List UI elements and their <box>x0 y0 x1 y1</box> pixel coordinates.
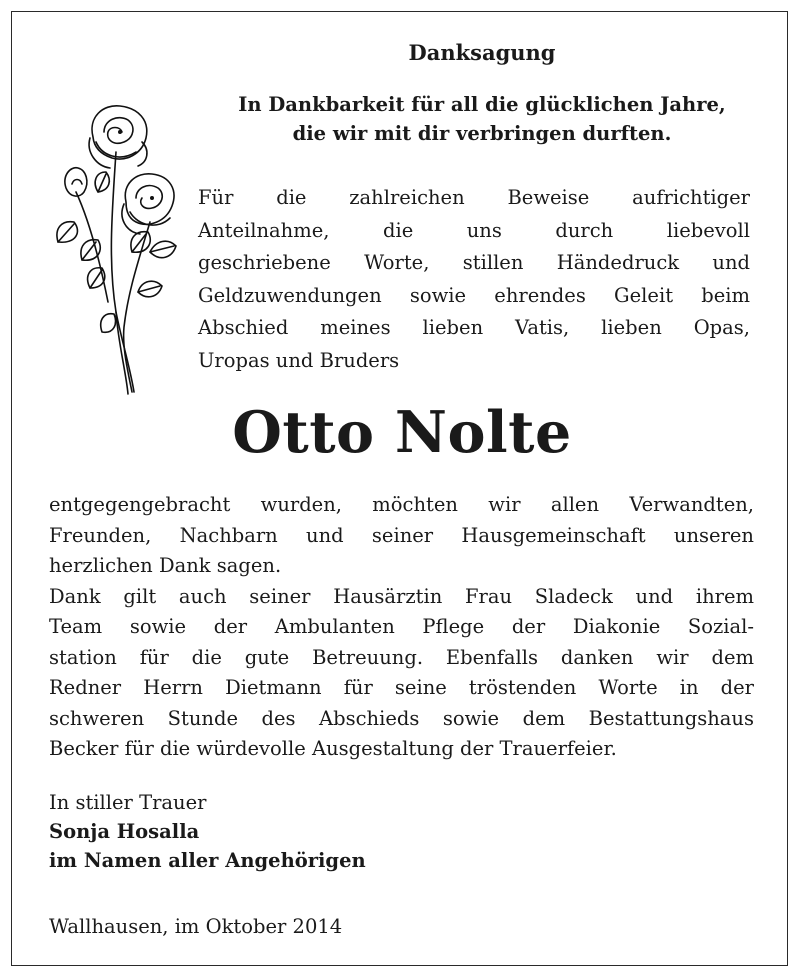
intro-paragraph <box>198 182 750 377</box>
intro-line: geschriebene Worte, stillen Händedruck und <box>198 251 750 274</box>
body-line: schweren Stunde des Abschieds sowie dem Bestattungshaus <box>49 706 754 730</box>
intro-line: Uropas und Bruders <box>198 348 400 372</box>
rose-illustration <box>38 92 188 402</box>
body-line: station für die gute Betreuung. Ebenfalls danken wir dem <box>49 645 754 669</box>
intro-line: Geldzuwendungen sowie ehrendes Geleit beim <box>198 283 750 307</box>
motto-line: In Dankbarkeit für all die glücklichen Jahre, <box>238 93 726 116</box>
obituary-card <box>11 11 788 966</box>
intro-line: Anteilnahme, die uns durch liebevoll <box>198 218 750 242</box>
signature-block <box>49 788 549 875</box>
deceased-name: Otto Nolte <box>232 399 572 466</box>
body-line: entgegengebracht wurden, möchten wir allen Verwandten, <box>49 493 754 516</box>
body-line: Freunden, Nachbarn und seiner Hausgemeinschaft unseren <box>49 523 754 547</box>
body-line: Dank gilt auch seiner Hausärztin Frau Sladeck und ihrem <box>49 584 754 608</box>
body-paragraph <box>49 490 754 765</box>
motto <box>202 90 762 148</box>
closing-phrase: In stiller Trauer <box>49 791 207 814</box>
body-line: Redner Herrn Dietmann für seine tröstenden Worte in der <box>49 676 754 699</box>
body-line: Becker für die würdevolle Ausgestaltung der Trauerfeier. <box>49 737 617 760</box>
body-line: herzlichen Dank sagen. <box>49 554 282 577</box>
signatory-note: im Namen aller Angehörigen <box>49 849 366 872</box>
motto-line: die wir mit dir verbringen durften. <box>292 122 672 145</box>
intro-line: Abschied meines lieben Vatis, lieben Opas, <box>198 316 750 339</box>
notice-heading: Danksagung <box>408 40 556 65</box>
intro-line: Für die zahlreichen Beweise aufrichtiger <box>198 186 750 209</box>
body-line: Team sowie der Ambulanten Pflege der Diakonie Sozial- <box>49 615 754 638</box>
place-date: Wallhausen, im Oktober 2014 <box>49 915 343 938</box>
signatory-name: Sonja Hosalla <box>49 820 200 843</box>
